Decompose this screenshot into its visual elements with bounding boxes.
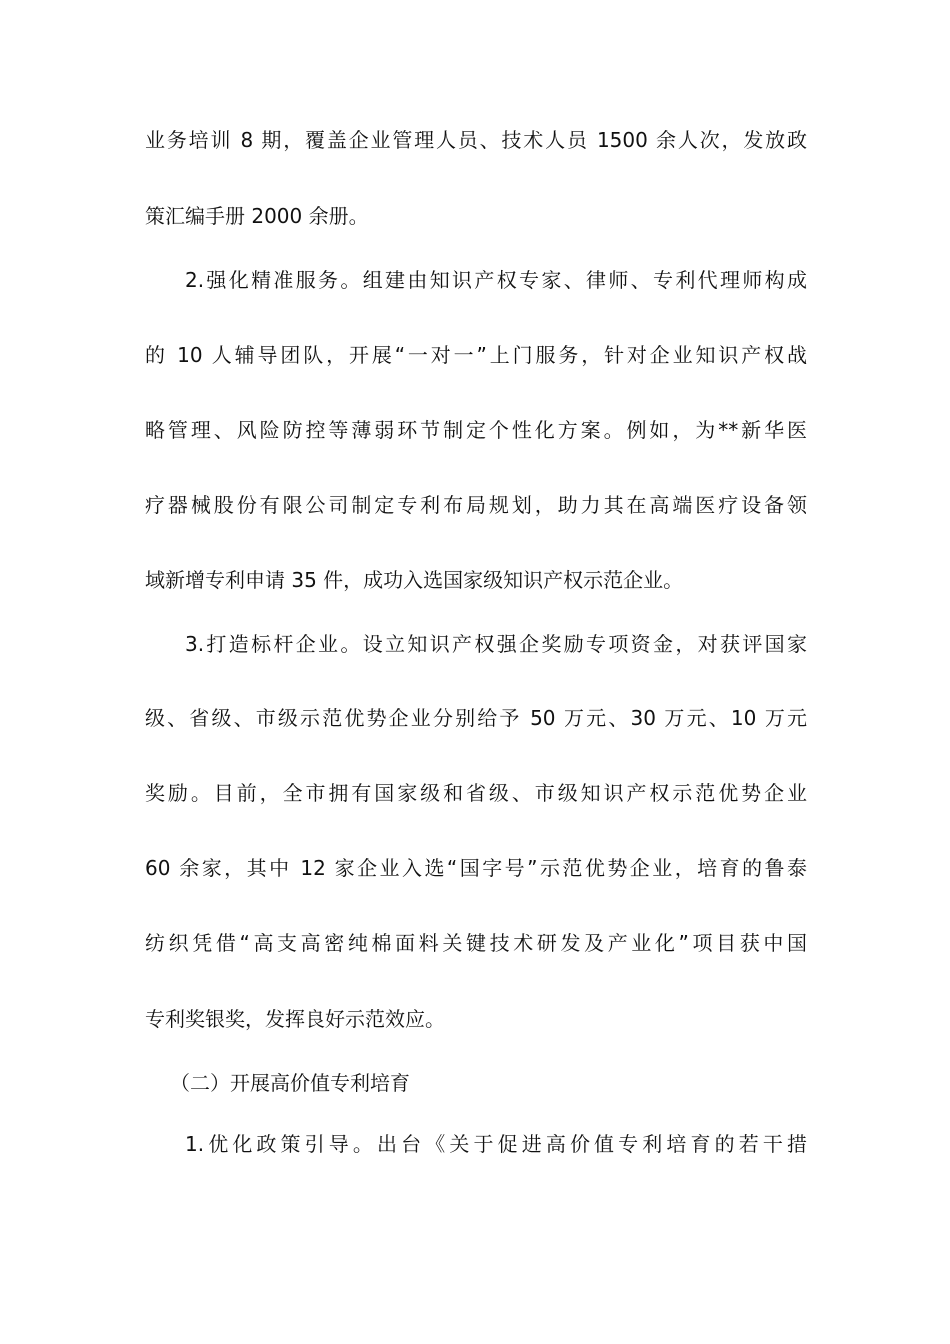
text-line: 1.优化政策引导。出台《关于促进高价值专利培育的若干措 bbox=[185, 1132, 807, 1156]
text-line: 业务培训 8 期，覆盖企业管理人员、技术人员 1500 余人次，发放政 bbox=[145, 128, 807, 152]
text-line: 疗器械股份有限公司制定专利布局规划，助力其在高端医疗设备领 bbox=[145, 493, 807, 517]
text-line: 的 10 人辅导团队，开展“一对一”上门服务，针对企业知识产权战 bbox=[145, 343, 807, 367]
text-line: 3.打造标杆企业。设立知识产权强企奖励专项资金，对获评国家 bbox=[185, 632, 807, 656]
text-line: 2.强化精准服务。组建由知识产权专家、律师、专利代理师构成 bbox=[185, 268, 807, 292]
text-line: 级、省级、市级示范优势企业分别给予 50 万元、30 万元、10 万元 bbox=[145, 706, 807, 730]
text-line: 专利奖银奖，发挥良好示范效应。 bbox=[145, 1007, 445, 1031]
text-line: 奖励。目前，全市拥有国家级和省级、市级知识产权示范优势企业 bbox=[145, 781, 807, 805]
text-line: 域新增专利申请 35 件，成功入选国家级知识产权示范企业。 bbox=[145, 568, 684, 592]
text-line: 策汇编手册 2000 余册。 bbox=[145, 204, 369, 228]
text-line: 纺织凭借“高支高密纯棉面料关键技术研发及产业化”项目获中国 bbox=[145, 931, 807, 955]
text-line: 略管理、风险防控等薄弱环节制定个性化方案。例如，为**新华医 bbox=[145, 418, 807, 442]
text-line: 60 余家，其中 12 家企业入选“国字号”示范优势企业，培育的鲁泰 bbox=[145, 856, 807, 880]
section-heading: （二）开展高价值专利培育 bbox=[170, 1071, 410, 1095]
